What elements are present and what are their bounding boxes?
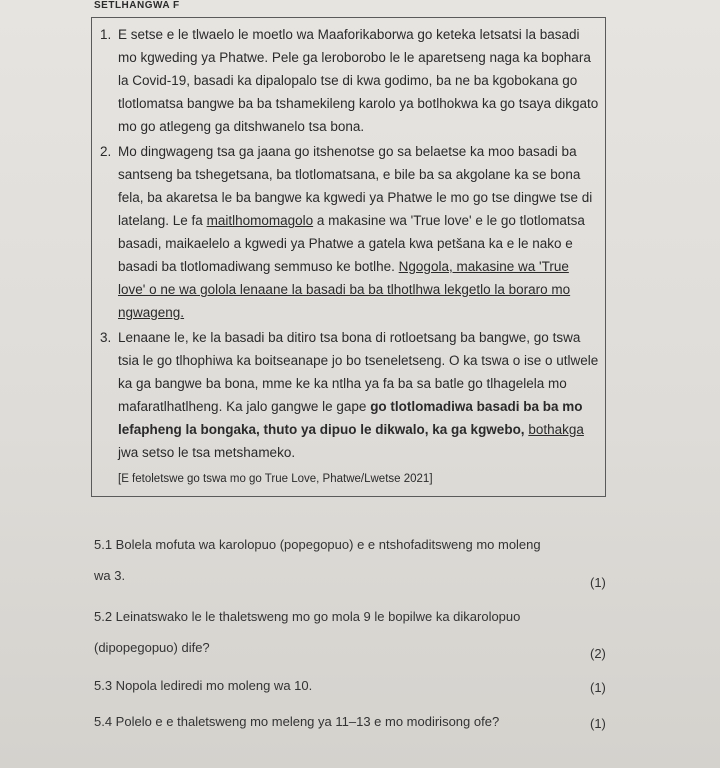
passage-line xyxy=(118,255,569,278)
text-segment: basadi ba tlotlomadiwang semmuso ke botlhe. xyxy=(118,259,399,274)
passage-line: tlotlomatsa bangwe ba ba tshamekileng karolo ya botlhokwa ka go tsaya dikgato xyxy=(118,96,599,111)
text-segment: mafaratlhatlheng. Ka jalo gangwe le gape xyxy=(118,399,371,414)
passage-line: ka ga bangwe ba bona, mme ke ka ntlha ya fa ba sa batle go tlhagelela mo xyxy=(118,376,567,391)
passage-line: fela, ba akaretsa le ba bangwe ka kgwedi ya Phatwe le mo go tse dingwe tse di xyxy=(118,190,593,205)
passage-line xyxy=(118,395,582,418)
passage-line xyxy=(118,418,584,441)
text-segment: latelang. Le fa xyxy=(118,213,207,228)
paragraph-number: 1. xyxy=(100,27,112,42)
underlined-sentence: Ngogola, makasine wa 'True xyxy=(398,259,569,274)
underlined-word: bothakga xyxy=(528,422,584,437)
question-5-2: 5.2 Leinatswako le le thaletsweng mo go mola 9 le bopilwe ka dikarolopuo xyxy=(94,609,521,624)
underlined-sentence: love' o ne wa golola lenaane la basadi ba ba tlhotlhwa lekgetlo la boraro mo xyxy=(118,282,571,297)
marks-5-3: (1) xyxy=(590,680,606,695)
passage-line: mo go atlegeng ga ditshwanelo tsa bona. xyxy=(118,119,365,134)
passage-box xyxy=(91,17,606,497)
source-citation: [E fetoletswe go tswa mo go True Love, Phatwe/Lwetse 2021] xyxy=(118,473,433,485)
passage-line: Lenaane le, ke la basadi ba ditiro tsa bona di rotloetsang ba bangwe, go tswa xyxy=(118,330,581,345)
passage-line: la Covid-19, basadi ka dipalopalo tse di kwa godimo, ba ne ba kgobokana go xyxy=(118,73,578,88)
passage-line: mo kgweding ya Phatwe. Pele ga leroborobo le le aparetseng naga ka bophara xyxy=(118,50,591,65)
text-segment: a makasine wa 'True love' e le go tlotlomatsa xyxy=(313,213,585,228)
question-5-4: 5.4 Polelo e e thaletsweng mo meleng ya 11–13 e mo modirisong ofe? xyxy=(94,714,500,729)
underlined-sentence: ngwageng. xyxy=(118,305,185,320)
passage-line: santseng ba tshegetsana, ba tlotlomatsana, e bile ba sa akgolane ka se bona xyxy=(118,167,581,182)
marks-5-2: (2) xyxy=(590,646,606,661)
passage-line: basadi, maikaelelo a kgwedi ya Phatwe a gatela kwa petšana ka e le nako e xyxy=(118,236,573,251)
section-header: SETLHANGWA F xyxy=(94,0,180,11)
paragraph-number: 3. xyxy=(100,330,112,345)
bold-text: go tlotlomadiwa basadi ba ba mo xyxy=(370,399,583,414)
passage-line: E setse e le tlwaelo le moetlo wa Maaforikaborwa go keteka letsatsi la basadi xyxy=(118,27,580,42)
question-5-1-cont: wa 3. xyxy=(94,568,126,583)
passage-line xyxy=(118,209,585,232)
paragraph-number: 2. xyxy=(100,144,112,159)
marks-5-4: (1) xyxy=(590,716,606,731)
passage-line: Mo dingwageng tsa ga jaana go itshenotse go sa belaetse ka moo basadi ba xyxy=(118,144,577,159)
passage-line: tsia le go tlhophiwa ka boitseanape jo bo tseneletseng. O ka tswa o ise o utlwele xyxy=(118,353,599,368)
question-5-3: 5.3 Nopola lediredi mo moleng wa 10. xyxy=(94,678,313,693)
marks-5-1: (1) xyxy=(590,575,606,590)
underlined-word: maitlhomomagolo xyxy=(206,213,314,228)
question-5-1: 5.1 Bolela mofuta wa karolopuo (popegopuo) e e ntshofaditsweng mo moleng xyxy=(94,537,541,552)
passage-line: jwa setso le tsa metshameko. xyxy=(118,445,296,460)
question-5-2-cont: (dipopegopuo) dife? xyxy=(94,640,210,655)
bold-text: lefapheng la bongaka, thuto ya dipuo le dikwalo, ka ga kgwebo, xyxy=(118,422,525,437)
